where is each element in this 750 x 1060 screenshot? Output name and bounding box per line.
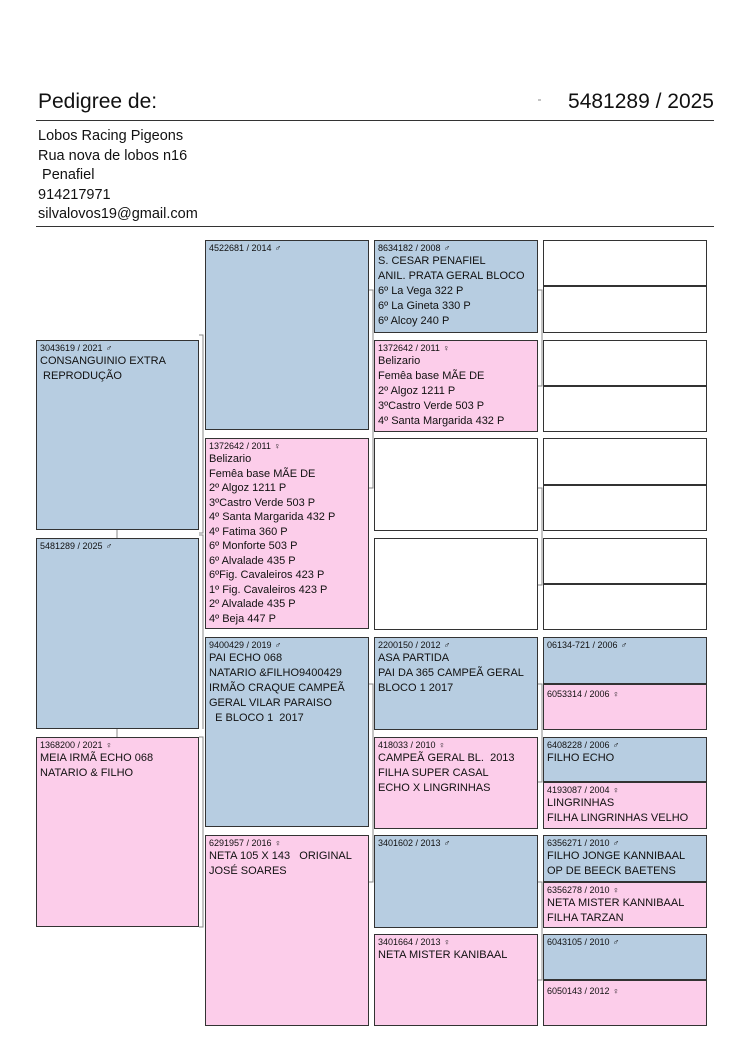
note-line: 2º Alvalade 435 P	[209, 598, 296, 610]
note-line: E BLOCO 1 2017	[209, 712, 304, 724]
empty-slot	[543, 485, 707, 531]
note-line: Femêa base MÃE DE	[209, 467, 316, 480]
bird-notes	[378, 254, 534, 329]
note-line: IRMÃO CRAQUE CAMPEÃ	[209, 682, 345, 694]
bird-notes	[209, 651, 365, 726]
note-line: ECHO X LINGRINHAS	[378, 782, 491, 794]
empty-slot	[543, 538, 707, 584]
note-line: NATARIO &FILHO9400429	[209, 667, 342, 679]
bird-sire	[36, 340, 199, 530]
note-line: FILHA SUPER CASAL	[378, 767, 489, 779]
ring-number: 5481289 / 2025	[40, 541, 103, 551]
bird-subject	[36, 538, 199, 729]
ring-number: 6291957 / 2016	[209, 838, 272, 848]
female-icon: ♀	[612, 785, 620, 795]
owner-name: Lobos Racing Pigeons	[38, 128, 184, 144]
ring-number: 1368200 / 2021	[40, 740, 103, 750]
note-line: 4º Santa Margarida 432 P	[209, 511, 336, 523]
bird-dam-dam	[205, 835, 369, 1026]
empty-slot	[543, 286, 707, 333]
female-icon: ♀	[273, 441, 281, 451]
note-line: MEIA IRMÃ ECHO 068	[40, 752, 154, 764]
ring-number: 3401664 / 2013	[378, 937, 441, 947]
note-line: 3ºCastro Verde 503 P	[378, 400, 485, 412]
owner-phone: 914217971	[38, 186, 111, 203]
note-line: NETA MISTER KANNIBAAL	[547, 897, 685, 909]
empty-slot	[543, 584, 707, 630]
ring-number: 2200150 / 2012	[378, 640, 441, 650]
note-line: ANIL. PRATA GERAL BLOCO	[378, 270, 525, 282]
female-icon: ♀	[612, 689, 620, 699]
note-line: 6º Alcoy 240 P	[378, 315, 450, 327]
owner-divider	[36, 226, 714, 227]
note-line: NETA MISTER KANIBAAL	[378, 949, 508, 961]
note-line: 2º Algoz 1211 P	[209, 482, 287, 494]
bird-ddd	[374, 934, 538, 1026]
note-line: FILHO JONGE KANNIBAAL	[547, 850, 686, 862]
owner-email: silvalovos19@gmail.com	[38, 206, 198, 222]
note-line: CAMPEÃ GERAL BL. 2013	[378, 752, 515, 764]
note-line: 6º Alvalade 435 P	[209, 554, 296, 567]
female-icon: ♀	[105, 740, 113, 750]
owner-city: Penafiel	[38, 167, 95, 183]
bird-sire-dam	[205, 438, 369, 629]
bird-g10	[543, 684, 707, 730]
note-line: FILHO ECHO	[547, 752, 615, 764]
ring-number: 1372642 / 2011	[209, 441, 271, 451]
female-icon: ♀	[438, 740, 446, 750]
note-line: LINGRINHAS	[547, 797, 615, 809]
subject-ring-header: 5481289 / 2025	[568, 90, 714, 113]
bird-sire-sire	[205, 240, 369, 430]
note-line: PAI DA 365 CAMPEÃ GERAL	[378, 667, 524, 679]
male-icon: ♂	[443, 243, 451, 253]
ring-number: 6050143 / 2012	[547, 986, 610, 996]
owner-address: Rua nova de lobos n16	[38, 147, 188, 164]
male-icon: ♂	[612, 937, 620, 947]
bird-dsd	[374, 737, 538, 829]
female-icon: ♀	[274, 838, 282, 848]
male-icon: ♂	[612, 838, 620, 848]
note-line: FILHA TARZAN	[547, 912, 624, 924]
bird-notes	[40, 751, 195, 781]
ring-number: 6043105 / 2010	[547, 937, 610, 947]
bird-g9	[543, 637, 707, 684]
ring-number: 6408228 / 2006	[547, 740, 610, 750]
male-icon: ♂	[443, 640, 451, 650]
bird-notes	[547, 849, 703, 879]
bird-notes	[547, 751, 703, 766]
ring-number: 3401602 / 2013	[378, 838, 441, 848]
male-icon: ♂	[274, 243, 282, 253]
note-line: 6ºFig. Cavaleiros 423 P	[209, 569, 325, 581]
note-line: NETA 105 X 143 ORIGINAL	[209, 850, 352, 862]
male-icon: ♂	[620, 640, 628, 650]
note-line: 2º Algoz 1211 P	[378, 385, 456, 397]
female-icon: ♀	[442, 343, 450, 353]
bird-ssd	[374, 340, 538, 432]
note-line: BLOCO 1 2017	[378, 682, 454, 694]
male-icon: ♂	[274, 640, 282, 650]
note-line: PAI ECHO 068	[209, 652, 283, 664]
note-line: NATARIO & FILHO	[40, 767, 134, 779]
header-divider	[36, 120, 714, 121]
ring-number: 6356271 / 2010	[547, 838, 610, 848]
note-line: OP DE BEECK BAETENS	[547, 865, 676, 877]
empty-slot	[543, 340, 707, 386]
bird-notes	[547, 796, 703, 826]
note-line: 1º Fig. Cavaleiros 423 P	[209, 583, 328, 596]
bird-sss	[374, 240, 538, 333]
male-icon: ♂	[105, 343, 113, 353]
note-line: CONSANGUINIO EXTRA	[40, 355, 166, 367]
ring-number: 1372642 / 2011	[378, 343, 440, 353]
note-line: Belizario	[378, 355, 421, 367]
ring-number: 6356278 / 2010	[547, 885, 610, 895]
note-line: Belizario	[209, 453, 252, 465]
bird-notes	[378, 354, 534, 429]
note-line: 4º Santa Margarida 432 P	[378, 415, 505, 427]
page-title: Pedigree de:	[38, 90, 158, 113]
note-line: 6º Monforte 503 P	[209, 540, 298, 552]
bird-g11	[543, 737, 707, 782]
note-line: Femêa base MÃE DE	[378, 370, 485, 382]
note-line: 4º Beja 447 P	[209, 612, 277, 625]
empty-slot	[543, 386, 707, 432]
bird-notes	[547, 896, 703, 926]
bird-dam-sire	[205, 637, 369, 827]
note-line: FILHA LINGRINHAS VELHO	[547, 812, 689, 824]
note-line: 3ºCastro Verde 503 P	[209, 496, 316, 509]
note-line: 6º La Gineta 330 P	[378, 300, 471, 312]
male-icon: ♂	[105, 541, 113, 551]
male-icon: ♂	[443, 838, 451, 848]
female-icon: ♀	[612, 986, 620, 996]
bird-dds	[374, 835, 538, 928]
ring-number: 8634182 / 2008	[378, 243, 441, 253]
female-icon: ♀	[612, 885, 620, 895]
ring-number: 418033 / 2010	[378, 740, 436, 750]
note-line: S. CESAR PENAFIEL	[378, 255, 486, 267]
empty-slot	[374, 438, 538, 531]
male-icon: ♂	[612, 740, 620, 750]
bird-g15	[543, 934, 707, 980]
note-line: ASA PARTIDA	[378, 652, 450, 664]
ring-number: 9400429 / 2019	[209, 640, 272, 650]
bird-g14	[543, 882, 707, 928]
female-icon: ♀	[443, 937, 451, 947]
bird-notes	[378, 651, 534, 696]
note-line: 6º La Vega 322 P	[378, 285, 464, 297]
note-line: GERAL VILAR PARAISO	[209, 697, 332, 709]
ring-number: 4522681 / 2014	[209, 243, 272, 253]
ring-number: 3043619 / 2021	[40, 343, 103, 353]
bird-g13	[543, 835, 707, 882]
owner-block	[38, 127, 198, 225]
bird-g16	[543, 980, 707, 1026]
bird-g12	[543, 782, 707, 829]
bird-notes	[40, 354, 195, 384]
ring-number: 06134-721 / 2006	[547, 640, 618, 650]
note-line: 4º Fatima 360 P	[209, 525, 288, 538]
bird-dss	[374, 637, 538, 730]
empty-slot	[543, 438, 707, 485]
bird-notes	[378, 751, 534, 796]
empty-slot	[374, 538, 538, 630]
note-line: REPRODUÇÃO	[40, 370, 122, 382]
bird-notes	[378, 948, 534, 963]
bird-notes	[209, 849, 365, 879]
ring-number: 4193087 / 2004	[547, 785, 610, 795]
note-line: JOSÉ SOARES	[209, 865, 287, 877]
bird-notes	[209, 452, 365, 626]
empty-slot	[543, 240, 707, 286]
bird-dam	[36, 737, 199, 927]
ring-number: 6053314 / 2006	[547, 689, 610, 699]
